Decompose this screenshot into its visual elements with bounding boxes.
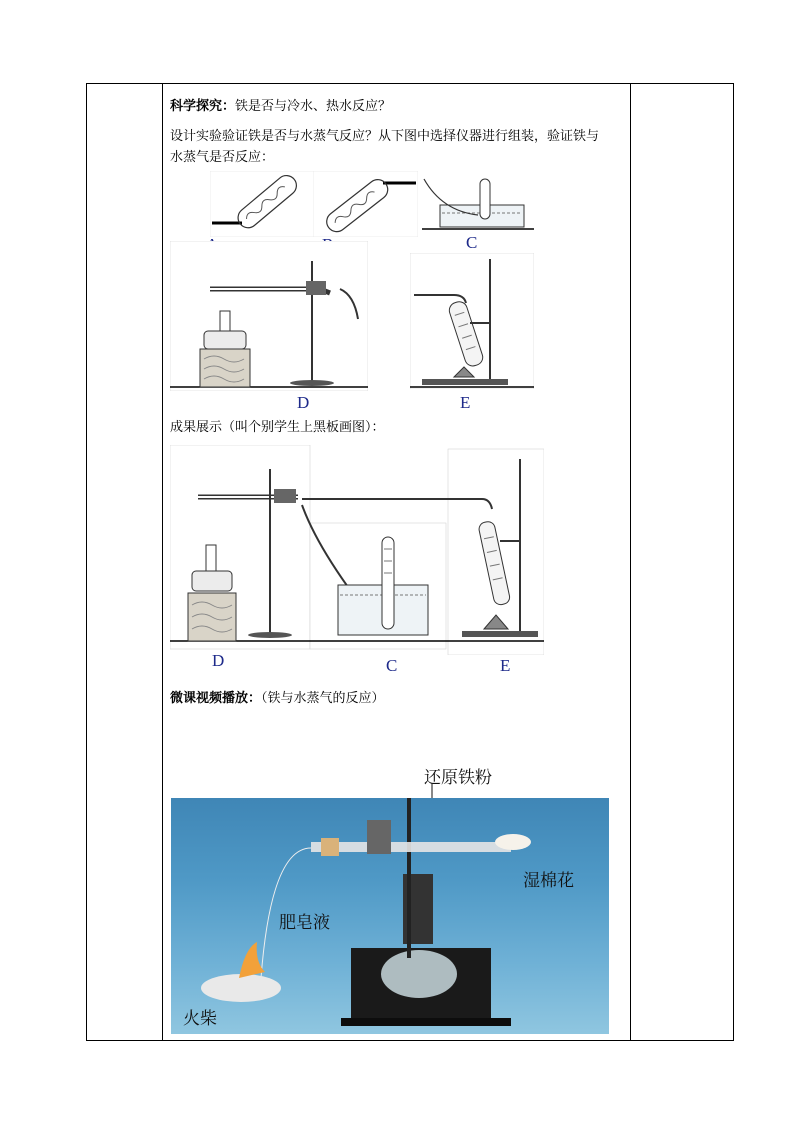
column-divider-right (630, 84, 631, 1040)
video-line (170, 691, 385, 707)
apparatus-b-figure (313, 171, 418, 237)
video-heading: 微课视频播放： (170, 691, 262, 706)
apparatus-a-figure (210, 171, 315, 237)
result-label-d: D (212, 651, 225, 670)
apparatus-e-figure (410, 253, 534, 389)
photo-illustration (171, 798, 609, 1034)
result-text: 成果展示（叫个别学生上黑板画图）： (170, 420, 385, 435)
apparatus-d-figure (170, 241, 368, 391)
label-c: C (466, 233, 478, 252)
inquiry-question: 铁是否与冷水、热水反应？ (235, 99, 392, 114)
content-cell (162, 83, 630, 1041)
label-iron-powder: 还原铁粉 (424, 768, 492, 788)
assembled-apparatus-figure (170, 445, 544, 655)
inquiry-line (170, 99, 391, 115)
result-label-e: E (500, 656, 511, 675)
apparatus-c-figure (422, 175, 534, 231)
video-subtitle: （铁与水蒸气的反应） (261, 691, 385, 706)
inquiry-heading: 科学探究： (170, 99, 236, 114)
label-match: 火柴 (183, 1009, 217, 1029)
result-label-c: C (386, 656, 398, 675)
label-d: D (297, 393, 310, 412)
label-soap-solution: 肥皂液 (279, 913, 330, 933)
prompt-line-1: 设计实验验证铁是否与水蒸气反应？从下图中选择仪器进行组装，验证铁与 (170, 129, 600, 144)
label-wet-cotton: 湿棉花 (523, 871, 574, 891)
label-e: E (460, 393, 471, 412)
experiment-photo (171, 798, 609, 1034)
prompt-line-2: 水蒸气是否反应： (170, 150, 275, 165)
